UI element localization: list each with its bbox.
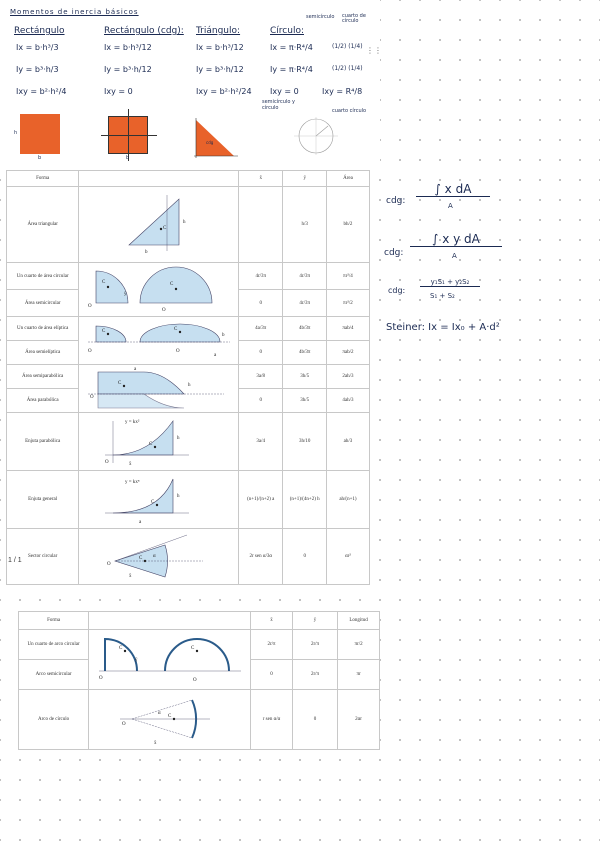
column-rectangle-cdg-title: Rectángulo (cdg): <box>104 26 184 36</box>
rect-cdg-label-b: b <box>126 155 130 161</box>
page-title: Momentos de inercia básicos <box>10 8 139 16</box>
formula-ix-4: Ix = π·R⁴/4 <box>270 43 313 52</box>
fig-label-kx2: y = kx² <box>124 419 139 425</box>
ybar-value: 4b/3π <box>283 317 326 341</box>
xbar-value: (n+1)/(n+2) a <box>239 471 283 529</box>
header-forma: Forma <box>7 171 79 187</box>
elliptical-areas-icon <box>84 318 234 362</box>
fig-label-a: a <box>133 366 136 372</box>
xbar-value: 3a/8 <box>239 365 283 389</box>
formula-ixy-2: Ixy = 0 <box>104 87 133 96</box>
fig-label-c: C <box>101 279 106 285</box>
area-value: πab/2 <box>326 341 369 365</box>
xbar-value: 0 <box>239 389 283 413</box>
shape-name: Área triangular <box>7 187 79 263</box>
fig-label-b: b <box>144 249 148 255</box>
header-figure <box>89 612 251 630</box>
cdg2-label: cdg: <box>384 248 404 258</box>
page-indicator: 1 / 1 <box>8 557 22 564</box>
formula-iy-4: Iy = π·R⁴/4 <box>270 65 313 74</box>
table-row <box>7 317 370 341</box>
table-row <box>7 263 370 290</box>
fig-label-o: O <box>161 307 166 313</box>
length-value: πr <box>338 660 380 690</box>
rectangle-cdg-figure <box>108 116 148 154</box>
formula-iy-2: Iy = b³·h/12 <box>104 65 152 74</box>
fig-label-xbar: x̄ <box>128 461 132 467</box>
cdg3-numerator: y₁S₁ + y₂S₂ <box>420 278 480 287</box>
area-value: ah/3 <box>326 413 369 471</box>
side-notes <box>384 176 554 346</box>
xbar-value: 4a/3π <box>239 317 283 341</box>
fig-label-b: b <box>221 332 225 338</box>
general-spandrel-icon <box>99 473 219 525</box>
ybar-value: 4r/3π <box>283 290 326 317</box>
shape-name: Arco semicircular <box>19 660 89 690</box>
ybar-value: 0 <box>292 690 337 750</box>
triangle-figure <box>194 118 238 158</box>
formula-iy-3: Iy = b³·h/12 <box>196 65 244 74</box>
formula-ixy-4b: Ixy = R⁴/8 <box>322 87 363 96</box>
fig-label-xbar: x̄ <box>153 740 157 746</box>
rect-label-h: h <box>14 130 18 136</box>
fig-label-c: C <box>101 328 106 334</box>
fig-label-o: O <box>106 561 111 567</box>
parabolic-spandrel-icon <box>99 415 219 467</box>
shape-figure <box>79 263 239 317</box>
fig-label-o: O <box>104 459 109 465</box>
fig-label-o: O <box>87 348 92 354</box>
ybar-value: 2r/π <box>292 660 337 690</box>
annotation-quarter-circle: cuarto de círculo <box>342 13 366 24</box>
xbar-value: r sen α/α <box>251 690 293 750</box>
xbar-value <box>239 187 283 263</box>
xbar-value: 0 <box>239 341 283 365</box>
fig-label-c: C <box>148 441 153 447</box>
header-figure <box>79 171 239 187</box>
ybar-value: 0 <box>283 529 326 585</box>
shape-figure <box>89 690 251 750</box>
fig-label-c: C <box>167 713 171 719</box>
cdg1-numerator: ∫ x dA <box>416 182 490 197</box>
centroid-arcs-table <box>18 611 380 750</box>
circle-factors-y: (1/2) (1/4) <box>332 65 363 72</box>
table-row <box>7 471 370 529</box>
shape-name: Enjuta general <box>7 471 79 529</box>
shape-name: Área semielíptica <box>7 341 79 365</box>
table-row <box>7 529 370 585</box>
ybar-value: 2r/π <box>292 630 337 660</box>
header-area: Área <box>326 171 369 187</box>
area-value: 2ah/3 <box>326 365 369 389</box>
xbar-value: 2r sen α/3α <box>239 529 283 585</box>
more-options-icon[interactable]: ⋮⋮ <box>366 46 382 55</box>
formula-ixy-4: Ixy = 0 <box>270 87 299 96</box>
cdg2-numerator: ∫ x y dA <box>410 232 502 247</box>
formula-ix-1: Ix = b·h³/3 <box>16 43 59 52</box>
area-value: πr²/4 <box>326 263 369 290</box>
header-xbar: x̄ <box>239 171 283 187</box>
header-forma: Forma <box>19 612 89 630</box>
area-value: πab/4 <box>326 317 369 341</box>
fig-label-h: h <box>182 219 186 225</box>
ybar-value: 3h/5 <box>283 365 326 389</box>
steiner-formula: Steiner: Ix = Ix₀ + A·d² <box>386 322 500 333</box>
circular-arcs-icon <box>95 631 245 687</box>
cdg3-denominator: S₁ + S₂ <box>430 292 455 300</box>
fig-label-c: C <box>190 645 194 651</box>
fig-label-c: C <box>169 281 174 287</box>
table-row <box>7 187 370 263</box>
ybar-value: 3h/5 <box>283 389 326 413</box>
triangle-label-cdg: cdg <box>206 140 214 145</box>
fig-label-o: O <box>121 721 126 727</box>
shape-name: Arco de círculo <box>19 690 89 750</box>
cdg1-denominator: A <box>448 202 453 210</box>
fig-label-h: h <box>187 382 191 388</box>
annotation-semicircle: semicírculo <box>306 14 335 20</box>
circle-figure <box>292 116 340 156</box>
formula-ix-2: Ix = b·h³/12 <box>104 43 152 52</box>
triangle-area-icon <box>109 193 209 255</box>
length-value: 2αr <box>338 690 380 750</box>
area-value: bh/2 <box>326 187 369 263</box>
area-value: πr²/2 <box>326 290 369 317</box>
fig-label-o: O <box>89 394 94 400</box>
fig-label-ybar: ȳ <box>134 657 138 663</box>
header-ybar: ȳ <box>283 171 326 187</box>
formula-ix-3: Ix = b·h³/12 <box>196 43 244 52</box>
ybar-value: 4b/3π <box>283 341 326 365</box>
fig-label-h: h <box>176 493 180 499</box>
shape-figure <box>79 317 239 365</box>
shape-name: Un cuarto de área circular <box>7 263 79 290</box>
cdg2-denominator: A <box>452 252 457 260</box>
xbar-value: 3a/4 <box>239 413 283 471</box>
formula-iy-1: Iy = b³·h/3 <box>16 65 59 74</box>
formula-ixy-3: Ixy = b²·h²/24 <box>196 87 252 96</box>
length-value: πr/2 <box>338 630 380 660</box>
fig-label-o: O <box>192 677 197 683</box>
circle-factors-x: (1/2) (1/4) <box>332 43 363 50</box>
fig-label-c: C <box>118 645 122 651</box>
parabolic-areas-icon <box>84 366 234 410</box>
shape-name: Área semiparabólica <box>7 365 79 389</box>
circular-areas-icon <box>84 265 234 313</box>
area-value: ah/(n+1) <box>326 471 369 529</box>
annotation-semicircle-circle: semicírculo y círculo <box>262 99 295 111</box>
cdg1-label: cdg: <box>386 196 406 206</box>
centroid-areas-table <box>6 170 370 585</box>
shape-figure <box>79 413 239 471</box>
column-triangle-title: Triángulo: <box>196 26 241 36</box>
fig-label-o: O <box>175 348 180 354</box>
fig-label-o: O <box>98 675 103 681</box>
column-rectangle-title: Rectángulo <box>14 26 65 36</box>
xbar-value: 4r/3π <box>239 263 283 290</box>
table-row <box>7 413 370 471</box>
area-value: 4ah/3 <box>326 389 369 413</box>
cdg3-label: cdg: <box>388 286 406 295</box>
fig-label-c: C <box>162 225 167 231</box>
fig-label-alpha: α <box>157 710 161 716</box>
header-length: Longitud <box>338 612 380 630</box>
rectangle-figure <box>20 114 60 154</box>
shape-figure <box>89 630 251 690</box>
shape-name: Sector circular <box>7 529 79 585</box>
shape-figure <box>79 529 239 585</box>
column-circle-title: Círculo: <box>270 26 304 36</box>
header-notes <box>0 0 380 162</box>
shape-name: Un cuarto de área elíptica <box>7 317 79 341</box>
xbar-value: 0 <box>239 290 283 317</box>
xbar-value: 0 <box>251 660 293 690</box>
fig-label-o: O <box>87 303 92 309</box>
fig-label-ybar: ȳ <box>123 291 127 297</box>
rect-label-b: b <box>38 155 42 161</box>
header-ybar: ȳ <box>292 612 337 630</box>
fig-label-xbar: x̄ <box>128 573 132 579</box>
circular-sector-icon <box>99 531 219 581</box>
fig-label-a: a <box>138 519 141 525</box>
area-value: αr² <box>326 529 369 585</box>
shape-figure <box>79 365 239 413</box>
ybar-value: 3h/10 <box>283 413 326 471</box>
fig-label-c: C <box>150 499 155 505</box>
fig-label-c: C <box>138 555 143 561</box>
formula-ixy-1: Ixy = b²·h²/4 <box>16 87 67 96</box>
table-row <box>19 630 380 660</box>
shape-figure <box>79 471 239 529</box>
shape-name: Enjuta parabólica <box>7 413 79 471</box>
table-row <box>7 365 370 389</box>
fig-label-c: C <box>117 380 122 386</box>
circle-arc-icon <box>110 692 230 746</box>
fig-label-c: C <box>173 326 178 332</box>
table-row <box>19 690 380 750</box>
annotation-quarter-circle-2: cuarto círculo <box>332 108 367 114</box>
shape-name: Área semicircular <box>7 290 79 317</box>
ybar-value: 4r/3π <box>283 263 326 290</box>
ybar-value: (n+1)/(4n+2) h <box>283 471 326 529</box>
fig-label-a: a <box>213 352 216 358</box>
shape-name: Área parabólica <box>7 389 79 413</box>
shape-name: Un cuarto de arco circular <box>19 630 89 660</box>
fig-label-alpha: α <box>152 553 156 559</box>
fig-label-h: h <box>176 435 180 441</box>
header-xbar: x̄ <box>251 612 293 630</box>
fig-label-kxn: y = kxⁿ <box>124 479 140 485</box>
shape-figure <box>79 187 239 263</box>
xbar-value: 2r/π <box>251 630 293 660</box>
ybar-value: h/3 <box>283 187 326 263</box>
